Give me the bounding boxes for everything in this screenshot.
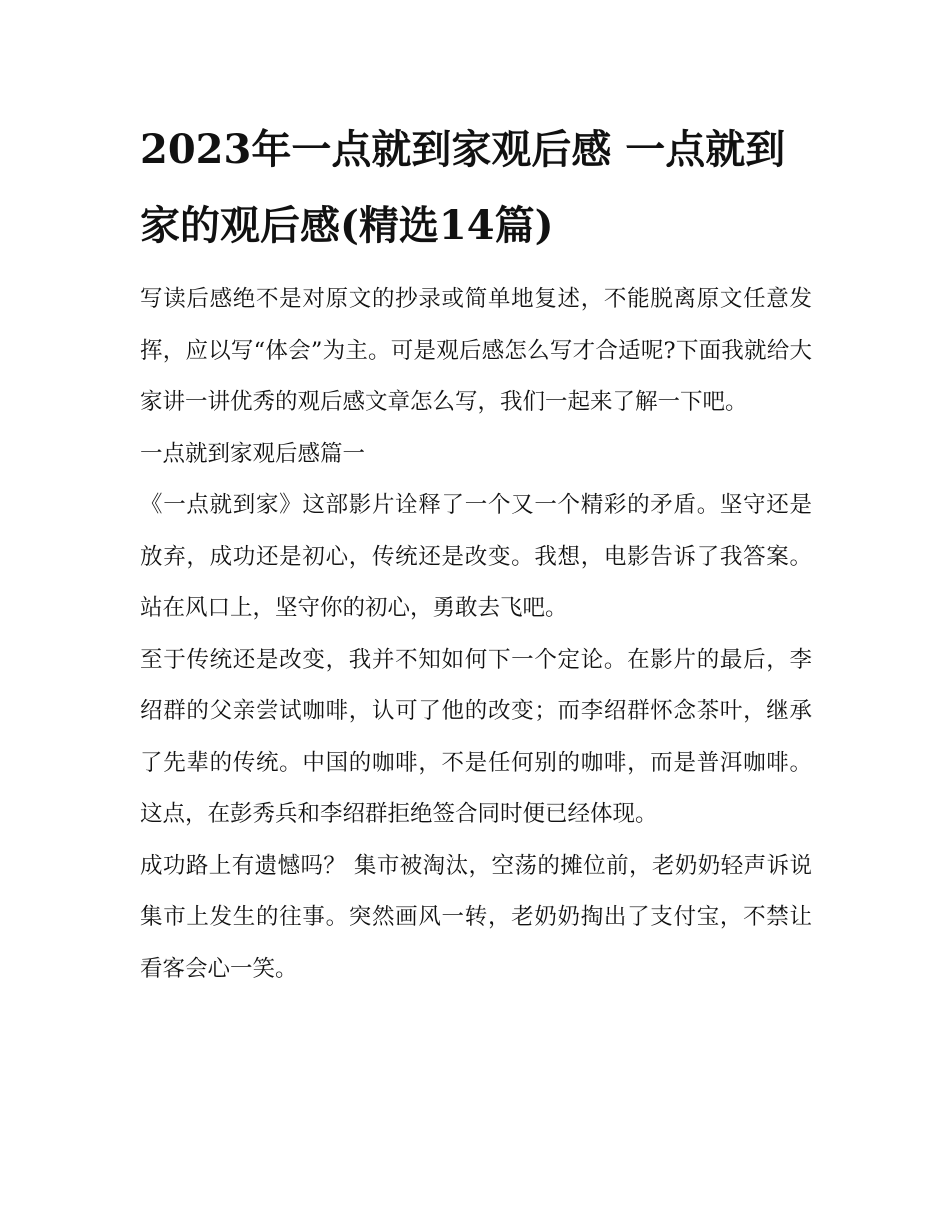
document-page — [140, 112, 812, 995]
body-paragraph: 《一点就到家》这部影片诠释了一个又一个精彩的矛盾。坚守还是放弃，成功还是初心，传统还是改变。我想，电影告诉了我答案。站在风口上，坚守你的初心，勇敢去飞吧。 — [140, 492, 812, 621]
body-paragraph: 成功路上有遗憾吗？ 集市被淘汰，空荡的摊位前，老奶奶轻声诉说集市上发生的往事。突然画风一转，老奶奶掏出了支付宝，不禁让看客会心一笑。 — [140, 852, 812, 982]
section-heading: 一点就到家观后感篇一 — [140, 440, 366, 467]
intro-paragraph: 写读后感绝不是对原文的抄录或简单地复述，不能脱离原文任意发挥，应以写“体会”为主。可是观后感怎么写才合适呢?下面我就给大家讲一讲优秀的观后感文章怎么写，我们一起来了解一下吧。 — [140, 286, 812, 415]
body-paragraph: 至于传统还是改变，我并不知如何下一个定论。在影片的最后，李绍群的父亲尝试咖啡，认可了他的改变；而李绍群怀念茶叶，继承了先辈的传统。中国的咖啡，不是任何别的咖啡，而是普洱咖啡。这点，在彭秀兵和李绍群拒绝签合同时便已经体现。 — [140, 646, 812, 827]
document-title: 2023年一点就到家观后感 一点就到家的观后感(精选14篇) — [140, 126, 786, 249]
